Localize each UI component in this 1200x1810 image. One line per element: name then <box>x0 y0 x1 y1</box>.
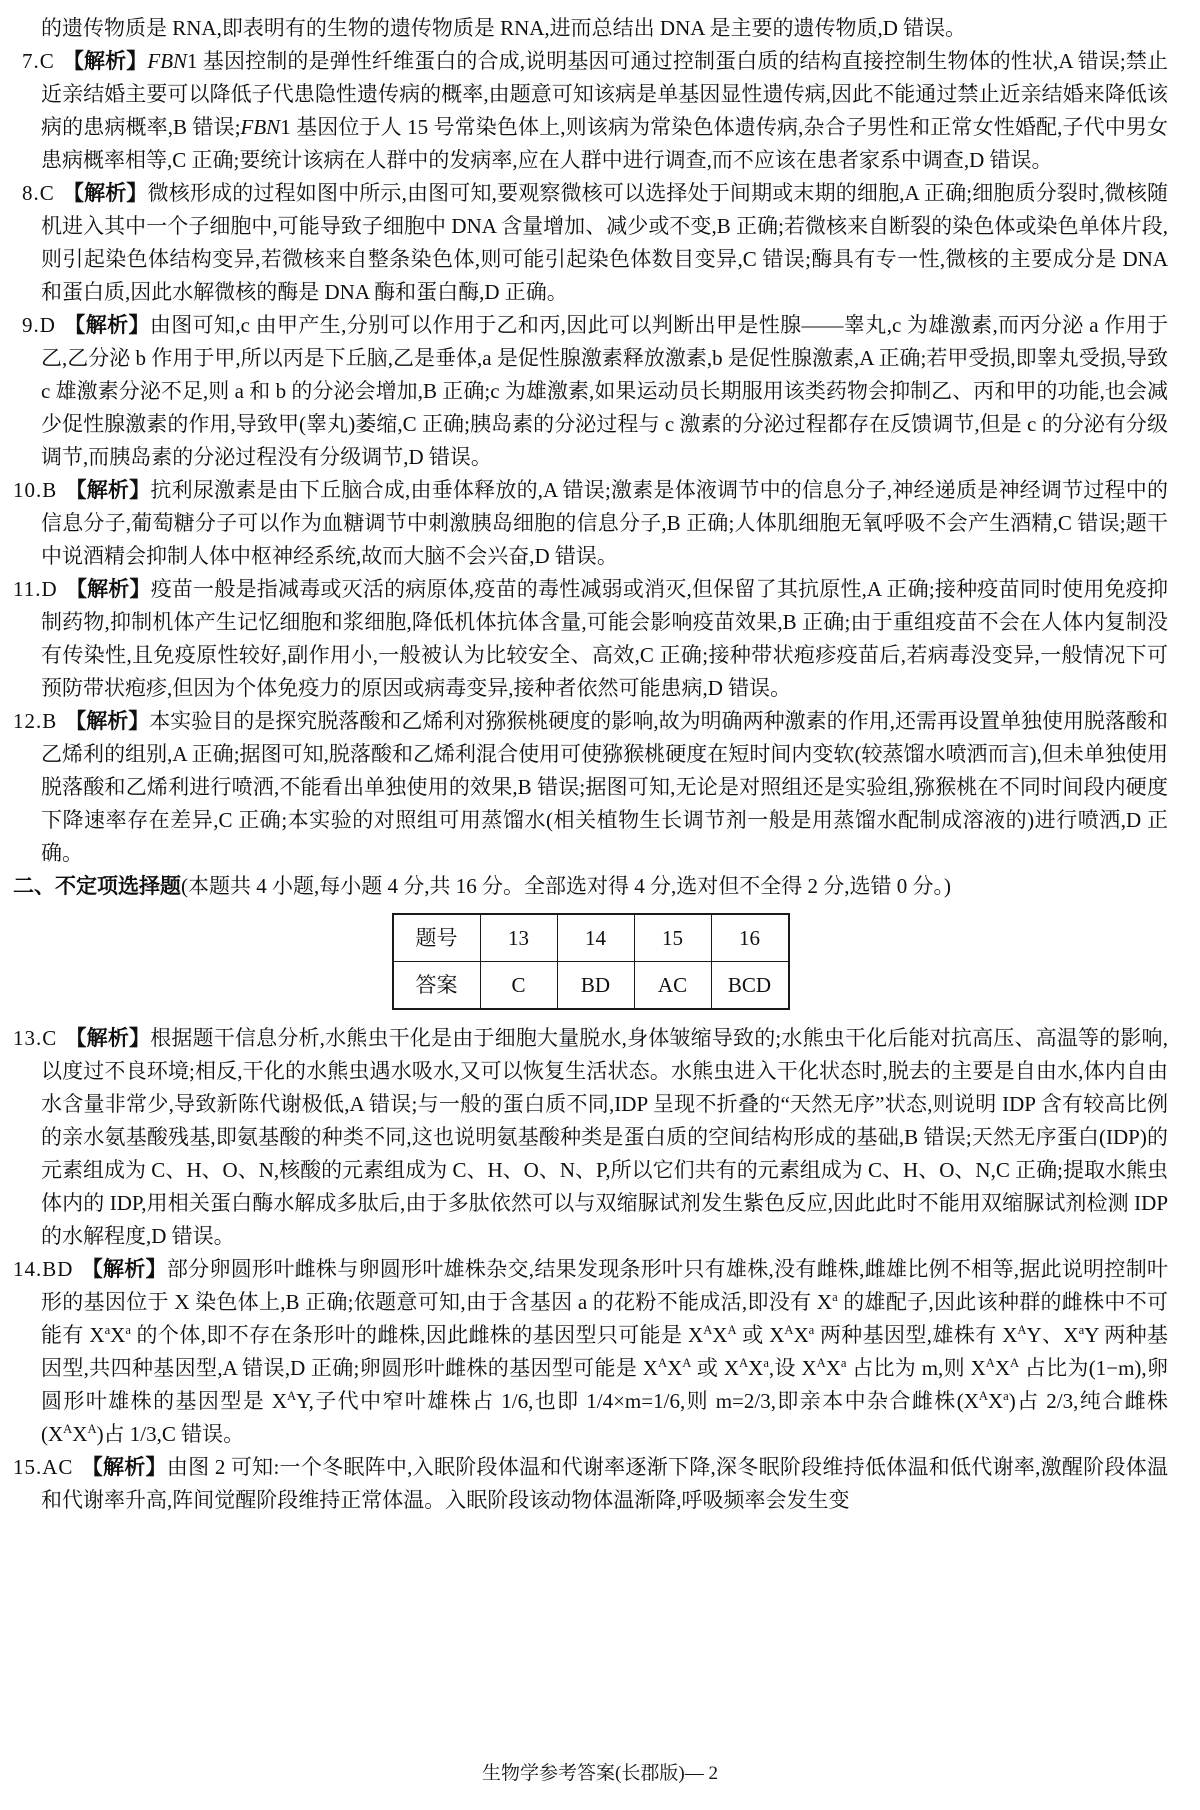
jiexi-label: 【解析】 <box>81 1456 167 1479</box>
answer-items-section-2 <box>13 1022 1168 1517</box>
table-cell-label: 题号 <box>393 914 481 962</box>
jiexi-label: 【解析】 <box>65 710 150 733</box>
table-cell: BD <box>557 962 634 1010</box>
superscript-allele: a <box>1003 1389 1009 1403</box>
superscript-allele: A <box>985 1356 995 1370</box>
jiexi-label: 【解析】 <box>65 479 151 502</box>
question-number: 12.B <box>13 709 58 733</box>
question-number: 8.C <box>22 181 55 205</box>
jiexi-label: 【解析】 <box>63 314 150 337</box>
section-heading-bold: 二、不定项选择题 <box>13 875 181 898</box>
jiexi-label: 【解析】 <box>62 182 148 205</box>
section-heading <box>13 870 1168 903</box>
explanation-text: 【解析】抗利尿激素是由下丘脑合成,由垂体释放的,A 错误;激素是体液调节中的信息分子,神经递质是神经调节过程中的信息分子,葡萄糖分子可以作为血糖调节中刺激胰岛细胞的信息分子,B 正确;人体肌细胞无氧呼吸不会产生酒精,C 错误;题干中说酒精会抑制人体中枢神经系统,故而大脑不会兴奋,D 错误。 <box>41 478 1169 568</box>
answer-item-14-BD <box>13 1253 1168 1451</box>
answer-item-10-B <box>13 474 1168 573</box>
explanation-text: 的遗传物质是 RNA,即表明有的生物的遗传物质是 RNA,进而总结出 DNA 是主要的遗传物质,D 错误。 <box>41 16 967 40</box>
superscript-allele: A <box>657 1356 668 1370</box>
question-number: 13.C <box>13 1026 58 1050</box>
answer-item-9-D <box>13 309 1168 474</box>
table-row-answers <box>393 962 789 1010</box>
explanation-text: 【解析】部分卵圆形叶雌株与卵圆形叶雄株杂交,结果发现条形叶只有雄株,没有雌株,雌雄比例不相等,据此说明控制叶形的基因位于 X 染色体上,B 正确;依题意可知,由于含基因 a 的花粉不能成活,即没有 $X^a$ 的雄配子,因此该种群的雌株中不可能有 $X^aX^a$ 的个体,即不存在条形叶的雌株,因此雌株的基因型只可能是 $X^AX^A$ 或 $X^AX^a$ 两种基因型,雄株有 $X^AY$、$X^aY$ 两种基因型,共四种基因型,A 错误,D 正确;卵圆形叶雌株的基因型可能是 $X^AX^A$ 或 $X^AX^a$,设 $X^AX^a$ 占比为 m,则 $X^AX^A$ 占比为(1−m),卵圆形叶雄株的基因型是 $X^AY$,子代中窄叶雄株占 1/6,也即 1/4×m=1/6,则 m=2/3,即亲本中杂合雌株$(X^AX^a)$占 2/3,纯合雌株$(X^AX^A)$占 1/3,C 错误。 <box>41 1257 1169 1446</box>
answer-items-section-1 <box>13 12 1168 870</box>
superscript-allele: A <box>739 1356 749 1370</box>
superscript-allele: a <box>763 1356 769 1370</box>
superscript-allele: A <box>63 1422 73 1436</box>
table-cell: 13 <box>480 914 557 962</box>
table-cell: 16 <box>711 914 789 962</box>
jiexi-label: 【解析】 <box>65 1027 151 1050</box>
answer-item-15-AC <box>13 1451 1168 1517</box>
jiexi-label: 【解析】 <box>81 1258 167 1281</box>
question-number: 9.D <box>22 313 56 337</box>
superscript-allele: A <box>784 1323 794 1337</box>
superscript-allele: A <box>978 1389 988 1403</box>
superscript-allele: a <box>840 1356 847 1370</box>
gene-symbol: FBN <box>240 115 281 139</box>
table-cell: 15 <box>634 914 711 962</box>
superscript-allele: A <box>816 1356 826 1370</box>
explanation-text: 【解析】根据题干信息分析,水熊虫干化是由于细胞大量脱水,身体皱缩导致的;水熊虫干化后能对抗高压、高温等的影响,以度过不良环境;相反,干化的水熊虫遇水吸水,又可以恢复生活状态。水熊虫进入干化状态时,脱去的主要是自由水,体内自由水含量非常少,导致新陈代谢极低,A 错误;与一般的蛋白质不同,IDP 呈现不折叠的“天然无序”状态,则说明 IDP 含有较高比例的亲水氨基酸残基,即氨基酸的种类不同,这也说明氨基酸种类是蛋白质的空间结构形成的基础,B 错误;天然无序蛋白(IDP)的元素组成为 C、H、O、N,核酸的元素组成为 C、H、O、N、P,所以它们共有的元素组成为 C、H、O、N,C 正确;提取水熊虫体内的 IDP,用相关蛋白酶水解成多肽后,由于多肽依然可以与双缩脲试剂发生紫色反应,因此此时不能用双缩脲试剂检测 IDP 的水解程度,D 错误。 <box>41 1026 1168 1248</box>
table-cell: AC <box>634 962 711 1010</box>
superscript-allele: A <box>287 1389 297 1403</box>
gene-symbol: FBN <box>147 49 188 73</box>
answer-item-8-C <box>13 177 1168 309</box>
superscript-allele: A <box>1010 1356 1020 1370</box>
question-number: 7.C <box>22 49 55 73</box>
explanation-text: 【解析】微核形成的过程如图中所示,由图可知,要观察微核可以选择处于间期或末期的细胞,A 正确;细胞质分裂时,微核随机进入其中一个子细胞中,可能导致子细胞中 DNA 含量增加、减少或不变,B 正确;若微核来自断裂的染色体或染色单体片段,则引起染色体结构变异,若微核来自整条染色体,则可能引起染色体数目变异,C 错误;酶具有专一性,微核的主要成分是 DNA 和蛋白质,因此水解微核的酶是 DNA 酶和蛋白酶,D 正确。 <box>41 181 1169 304</box>
superscript-allele: a <box>832 1290 838 1304</box>
superscript-allele: A <box>727 1323 737 1337</box>
question-number: 15.AC <box>13 1455 74 1479</box>
question-number: 11.D <box>13 577 58 601</box>
superscript-allele: A <box>87 1422 97 1436</box>
superscript-allele: A <box>682 1356 692 1370</box>
table-cell: 14 <box>557 914 634 962</box>
answer-item-7-C <box>13 45 1168 177</box>
explanation-text: 【解析】疫苗一般是指减毒或灭活的病原体,疫苗的毒性减弱或消灭,但保留了其抗原性,A 正确;接种疫苗同时使用免疫抑制药物,抑制机体产生记忆细胞和浆细胞,降低机体抗体含量,可能会影响疫苗效果,B 正确;由于重组疫苗不会在人体内复制没有传染性,且免疫原性较好,副作用小,一般被认为比较安全、高效,C 正确;接种带状疱疹疫苗后,若病毒没变异,一般情况下可预防带状疱疹,但因为个体免疫力的原因或病毒变异,接种者依然可能患病,D 错误。 <box>41 577 1169 700</box>
section-heading-rest: (本题共 4 小题,每小题 4 分,共 16 分。全部选对得 4 分,选对但不全得 2 分,选错 0 分。) <box>181 874 951 898</box>
jiexi-label: 【解析】 <box>65 578 151 601</box>
answer-item-12-B <box>13 705 1168 870</box>
page-footer: 生物学参考答案(长郡版)— 2 <box>482 1763 718 1784</box>
superscript-allele: a <box>1078 1323 1085 1337</box>
question-number: 14.BD <box>13 1257 74 1281</box>
table-cell: BCD <box>711 962 789 1010</box>
table-cell: C <box>480 962 557 1010</box>
superscript-allele: a <box>808 1323 815 1337</box>
explanation-text: 【解析】FBN1 基因控制的是弹性纤维蛋白的合成,说明基因可通过控制蛋白质的结构直接控制生物体的性状,A 错误;禁止近亲结婚主要可以降低子代患隐性遗传病的概率,由题意可知该病是单基因显性遗传病,因此不能通过禁止近亲结婚来降低该病的患病概率,B 错误;FBN1 基因位于人 15 号常染色体上,则该病为常染色体遗传病,杂合子男性和正常女性婚配,子代中男女患病概率相等,C 正确;要统计该病在人群中的发病率,应在人群中进行调查,而不应该在患者家系中调查,D 错误。 <box>41 49 1169 172</box>
superscript-allele: a <box>125 1323 131 1337</box>
question-number: 10.B <box>13 478 58 502</box>
superscript-allele: A <box>703 1323 713 1337</box>
answer-table <box>392 913 790 1010</box>
explanation-text: 【解析】由图可知,c 由甲产生,分别可以作用于乙和丙,因此可以判断出甲是性腺——睾丸,c 为雄激素,而丙分泌 a 作用于乙,乙分泌 b 作用于甲,所以丙是下丘脑,乙是垂体,a 是促性腺激素释放激素,b 是促性腺激素,A 正确;若甲受损,即睾丸受损,导致 c 雄激素分泌不足,则 a 和 b 的分泌会增加,B 正确;c 为雄激素,如果运动员长期服用该类药物会抑制乙、丙和甲的功能,也会减少促性腺激素的作用,导致甲(睾丸)萎缩,C 正确;胰岛素的分泌过程与 c 激素的分泌过程都存在反馈调节,但是 c 的分泌有分级调节,而胰岛素的分泌过程没有分级调节,D 错误。 <box>41 313 1168 469</box>
table-cell-label: 答案 <box>393 962 481 1010</box>
continuation-text <box>13 12 1168 45</box>
superscript-allele: a <box>104 1323 111 1337</box>
table-row-question-numbers <box>393 914 789 962</box>
explanation-text: 【解析】本实验目的是探究脱落酸和乙烯利对猕猴桃硬度的影响,故为明确两种激素的作用,还需再设置单独使用脱落酸和乙烯利的组别,A 正确;据图可知,脱落酸和乙烯利混合使用可使猕猴桃硬度在短时间内变软(较蒸馏水喷洒而言),但未单独使用脱落酸和乙烯利进行喷洒,不能看出单独使用的效果,B 错误;据图可知,无论是对照组还是实验组,猕猴桃在不同时间段内硬度下降速率存在差异,C 正确;本实验的对照组可用蒸馏水(相关植物生长调节剂一般是用蒸馏水配制成溶液的)进行喷洒,D 正确。 <box>41 709 1169 865</box>
answer-item-13-C <box>13 1022 1168 1253</box>
jiexi-label: 【解析】 <box>62 50 148 73</box>
superscript-allele: A <box>1017 1323 1027 1337</box>
explanation-text: 【解析】由图 2 可知:一个冬眠阵中,入眠阶段体温和代谢率逐渐下降,深冬眠阶段维持低体温和低代谢率,激醒阶段体温和代谢率升高,阵间觉醒阶段维持正常体温。入眠阶段该动物体温渐降,呼吸频率会发生变 <box>41 1455 1169 1512</box>
answer-item-11-D <box>13 573 1168 705</box>
